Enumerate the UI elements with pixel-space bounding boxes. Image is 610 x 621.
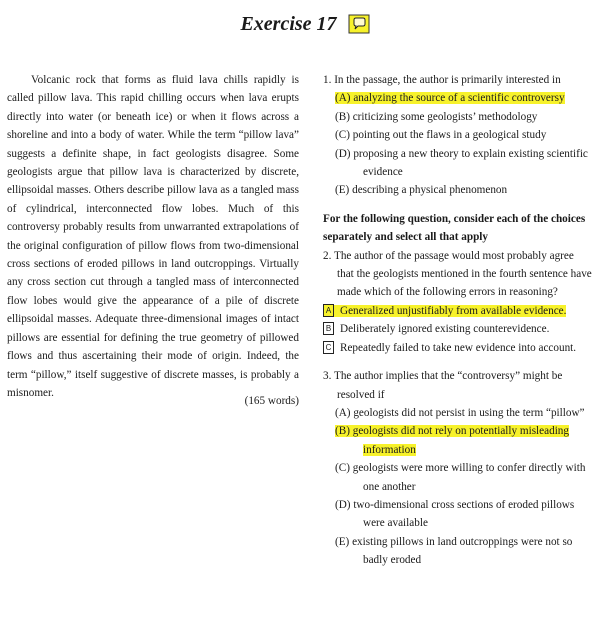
- question-3: [323, 367, 593, 569]
- checkbox-choice-b[interactable]: B Deliberately ignored existing counterevidence.: [323, 320, 593, 338]
- question-stem: 3. The author implies that the “controversy” might be resolved if: [323, 370, 563, 401]
- select-all-instruction: For the following question, consider each of the choices separately and select all that apply: [323, 212, 586, 244]
- question-stem: 1. In the passage, the author is primarily interested in: [323, 74, 561, 86]
- question-1: [323, 71, 593, 200]
- answer-choice-e[interactable]: (E) describing a physical phenomenon: [335, 184, 508, 197]
- checkbox-icon[interactable]: A: [323, 304, 334, 317]
- answer-choice-b[interactable]: (B) criticizing some geologists’ methodology: [335, 110, 538, 123]
- checkbox-icon[interactable]: B: [323, 322, 334, 335]
- checkbox-choice-a[interactable]: A Generalized unjustifiably from available evidence.: [323, 302, 593, 320]
- checkbox-choice-c[interactable]: C Repeatedly failed to take new evidence into account.: [323, 339, 593, 357]
- answer-choice-a[interactable]: (A) geologists did not persist in using the term “pillow”: [335, 406, 585, 419]
- question-stem: 2. The author of the passage would most probably agree that the geologists mentioned in the fourth sentence have made which of the following errors in reasoning?: [323, 249, 592, 299]
- answer-choice-c[interactable]: (C) pointing out the flaws in a geological study: [335, 129, 547, 142]
- answer-choice-d[interactable]: (D) two-dimensional cross sections of eroded pillows were available: [335, 498, 575, 530]
- word-count: (165 words): [244, 395, 299, 407]
- question-2: [323, 247, 593, 357]
- answer-choice-a[interactable]: (A) analyzing the source of a scientific controversy: [335, 92, 565, 105]
- passage-text: Volcanic rock that forms as fluid lava chills rapidly is called pillow lava. This rapid chilling occurs when lava erupts directly into water (or beneath ice) or when it flows across a shoreline and into a body of water. While the term “pillow lava” suggests a definite shape, in fact geologists disagree. Some geologists argue that pillow lava is characterized by discrete, ellipsoidal masses. Others describe pillow lava as a tangled mass of cylindrical, interconnected flow lobes. Much of this controversy probably results from unwarranted extrapolations of the original configuration of pillow flows from two-dimensional cross sections of eroded pillows in land outcroppings. Virtually any cross section cut through a tangled mass of interconnected flow lobes would give the appearance of a pile of discrete ellipsoidal masses. Adequate three-dimensional images of intact pillows are essential for defining the true geometry of pillowed flows and thus ascertaining their mode of origin. Indeed, the term “pillow,” itself suggestive of discrete masses, is probably a misnomer.: [7, 74, 299, 399]
- page-title: Exercise 17: [240, 12, 337, 35]
- checkbox-icon[interactable]: C: [323, 341, 334, 354]
- answer-choice-c[interactable]: (C) geologists were more willing to confer directly with one another: [335, 462, 586, 493]
- reading-passage: [7, 71, 299, 402]
- answer-choice-b[interactable]: (B) geologists did not rely on potentially misleading information: [335, 425, 569, 456]
- answer-choice-e[interactable]: (E) existing pillows in land outcroppings were not so badly eroded: [335, 535, 573, 567]
- exercise-header: [0, 12, 610, 36]
- comment-bubble-icon[interactable]: [348, 14, 370, 34]
- answer-choice-d[interactable]: (D) proposing a new theory to explain existing scientific evidence: [335, 147, 588, 179]
- questions-panel: [323, 71, 593, 570]
